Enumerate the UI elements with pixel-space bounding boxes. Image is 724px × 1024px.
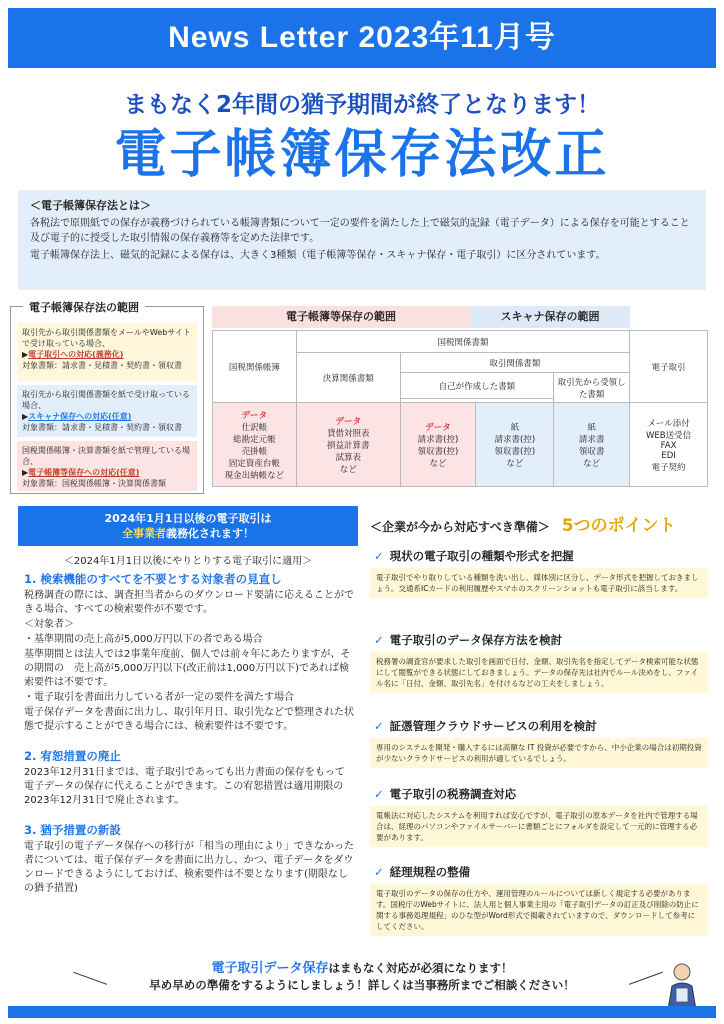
- point-body: 専用のシステムを開発・購入するには高額な IT 投資が必要ですから、中小企業の場合は初期投資が少ないクラウドサービスの利用が適しているでしょう。: [370, 738, 708, 768]
- cell-kokuzei-books: 国税関係帳簿: [213, 331, 297, 403]
- arrow-icon: ▶: [22, 350, 29, 359]
- arrow-icon: ▶: [22, 468, 29, 477]
- data-label: データ: [241, 410, 268, 421]
- scope-box: [10, 301, 204, 494]
- point-body: 電子取引でやり取りしている種類を洗い出し、媒体別に区分し、データ形式を把握しておきましょう。交通系ICカードの利用履歴やスマホのスクリーンショットも電子取引に該当します。: [370, 568, 708, 598]
- scope-item-docs: 対象書類：請求書・見積書・契約書・領収書: [22, 361, 182, 370]
- mandatory-banner-line1: 2024年1月1日以後の電子取引は: [104, 512, 272, 525]
- scope-item-scanner: [17, 385, 197, 437]
- cell-received-paper: 紙 請求書 領収書 など: [554, 403, 630, 487]
- point-title: 現状の電子取引の種類や形式を把握: [389, 549, 574, 563]
- bottom-line-1: はまもなく対応が必須になります！: [328, 961, 513, 975]
- intro-paragraph-2: 電子帳簿保存法上、磁気的記録による保存は、大きく3種類（電子帳簿等保存・スキャナ保存・電子取引）に区分されています。: [30, 250, 606, 261]
- point-body: 電帳法に対応したシステムを利用すれば安心ですが、電子取引の原本データを社内で管理する場合は、経理のパソコンやファイルサーバーに書類ごとにフォルダを設定して一元的に管理する必要があります。: [370, 806, 708, 847]
- point-title: 経理規程の整備: [389, 865, 471, 879]
- check-icon: ✓: [374, 633, 384, 647]
- point-1: [370, 548, 708, 598]
- bottom-highlight: 電子取引データ保存: [211, 961, 329, 976]
- bottom-message: [90, 960, 634, 993]
- person-illustration-icon: [662, 962, 702, 1012]
- scope-item-books: [17, 441, 197, 491]
- points-header: [370, 511, 710, 536]
- section-1-bullet-1: ・基準期間の売上高が5,000万円以下の者である場合: [24, 634, 263, 645]
- cell-books-data: [213, 403, 297, 487]
- intro-box: [18, 190, 706, 290]
- cell-kessan: 決算関係書類: [296, 353, 400, 403]
- point-body: 電子取引のデータの保存の仕方や、運用管理のルールについては新しく規定する必要があります。国税庁のWebサイトに、法人用と個人事業主用の「電子取引データの訂正及び削除の防止に関する事務処理規程」のひな型がWord形式で掲載されていますので、ダウンロードして参考にしてください。: [370, 884, 708, 936]
- scope-title: 電子帳簿保存法の範囲: [23, 299, 145, 315]
- intro-paragraph-1: 各税法で原則紙での保存が義務づけられている帳簿書類について一定の要件を満たした上で磁気的記録（電子データ）による保存を可能とすること及び電子的に授受した取引情報の保存義務等を定めた法律です。: [30, 218, 690, 244]
- cell-self-data: [400, 403, 476, 487]
- cell-torihiki: 取引関係書類: [400, 353, 630, 373]
- point-3: [370, 718, 708, 768]
- cell-kessan-list: 貸借対照表 損益計算書 試算表 など: [326, 428, 370, 475]
- cell-denshi: 電子取引: [630, 331, 708, 403]
- newsletter-banner: News Letter 2023年11月号: [8, 8, 716, 68]
- point-2: [370, 632, 708, 693]
- check-icon: ✓: [374, 719, 384, 733]
- cell-self-paper: 紙 請求書(控) 領収書(控) など: [476, 403, 554, 487]
- scope-item-link: 電子帳簿等保存への対応(任意): [28, 468, 140, 477]
- check-icon: ✓: [374, 549, 384, 563]
- mandatory-banner-line2: 義務化されます！: [166, 527, 254, 540]
- cell-kokuzei-docs: 国税関係書類: [296, 331, 629, 353]
- apply-note: ＜2024年1月1日以後にやりとりする電子取引に適用＞: [63, 556, 313, 567]
- arrow-icon: ▶: [22, 412, 29, 421]
- cell-books-list: 仕訳帳 総勘定元帳 売掛帳 固定資産台帳 現金出納帳など: [224, 422, 285, 481]
- decor-slash-right: ／: [625, 958, 666, 1001]
- section-1-p1: 税務調査の際には、調査担当者からのダウンロード要請に応えることができる場合、すべての検索要件が不要です。: [24, 590, 354, 615]
- check-icon: ✓: [374, 865, 384, 879]
- cell-denshi-list: メール添付 WEB送受信 FAX EDI 電子契約: [630, 403, 708, 487]
- category-head-scanner: スキャナ保存の範囲: [470, 306, 630, 328]
- section-2-title: 2. 宥恕措置の廃止: [24, 749, 121, 763]
- section-1-p3: 電子保存データを書面に出力し、取引年月日、取引先などで整理された状態で提示することができる場合には、検索要件は不要です。: [24, 707, 354, 732]
- section-3-title: 3. 猶予措置の新設: [24, 823, 121, 837]
- point-4: [370, 786, 708, 847]
- point-title: 電子取引のデータ保存方法を検討: [389, 633, 563, 647]
- scope-item-text: 国税関係帳簿・決算書類を紙で管理している場合、: [22, 446, 190, 466]
- point-title: 電子取引の税務調査対応: [389, 787, 517, 801]
- scope-item-docs: 対象書類：国税関係帳簿・決算関係書類: [22, 479, 166, 488]
- section-2-p: 2023年12月31日までは、電子取引であっても出力書面の保存をもって電子データの保存に代えることができます。この宥恕措置は適用期限の2023年12月31日で廃止されます。: [24, 767, 345, 806]
- data-label: データ: [425, 422, 451, 433]
- intro-heading: ＜電子帳簿保存法とは＞: [30, 199, 151, 212]
- footer-bar: [8, 1006, 716, 1018]
- five-points: 5つのポイント: [561, 516, 676, 536]
- category-head-books: 電子帳簿等保存の範囲: [212, 306, 470, 328]
- category-table: [212, 330, 708, 487]
- scope-item-docs: 対象書類：請求書・見積書・契約書・領収書: [22, 423, 182, 432]
- mandatory-highlight: 全事業者: [122, 527, 166, 540]
- cell-kessan-data: [296, 403, 400, 487]
- section-1-title: 1. 検索機能のすべてを不要とする対象者の見直し: [24, 572, 282, 586]
- cell-self-made: 自己が作成した書類: [400, 373, 554, 399]
- scope-item-text: 取引先から取引関係書類をメールやWebサイトで受け取っている場合、: [22, 328, 191, 348]
- scope-item-text: 取引先から取引関係書類を紙で受け取っている場合、: [22, 390, 190, 410]
- cell-received: 取引先から受領した書類: [554, 373, 630, 403]
- section-1-p2: 基準期間とは法人では2事業年度前、個人では前々年にあたりますが、その期間の 売上高が5,000万円以下(改正前は1,000万円以下)であれば検索要件は不要です。: [24, 649, 351, 688]
- section-3-p: 電子取引の電子データ保存への移行が「相当の理由により」できなかった者については、電子保存データを書面に出力し、かつ、電子データをダウンロードできるようにしておけば、検索要件は不要となります(期限なしの猶予措置): [24, 841, 354, 894]
- section-1-bullet-2: ・電子取引を書面出力している者が一定の要件を満たす場合: [24, 692, 294, 703]
- left-column: [24, 570, 354, 897]
- point-body: 税務署の調査官が要求した取引を画面で日付、金額、取引先名を指定してデータ検索可能な状態にして閲覧ができる状態にしておきましょう。データの保存先は社内でルール決めをし、ファイル名に「日付、金額、取引先名」を付けるなどの工夫をしましょう。: [370, 652, 708, 693]
- mandatory-banner: [18, 506, 358, 546]
- main-title: 電子帳簿保存法改正: [114, 125, 610, 185]
- point-5: [370, 864, 708, 936]
- bottom-line-2: 早め早めの準備をするようにしましょう！詳しくは当事務所までご相談ください！: [149, 978, 575, 992]
- check-icon: ✓: [374, 787, 384, 801]
- cell-self-data-list: 請求書(控) 領収書(控) など: [417, 434, 459, 469]
- decor-slash-left: ＼: [70, 958, 111, 1001]
- section-1-target: ＜対象者＞: [24, 619, 74, 630]
- data-label: データ: [335, 416, 361, 427]
- points-title: ＜企業が今から対応すべき準備＞: [370, 520, 550, 534]
- scope-item-link: スキャナ保存への対応(任意): [28, 412, 132, 421]
- scope-item-denshi: [17, 323, 197, 381]
- subtitle: まもなく2年間の猶予期間が終了となります！: [123, 92, 600, 118]
- scope-item-link: 電子取引への対応(義務化): [28, 350, 124, 359]
- point-title: 証憑管理クラウドサービスの利用を検討: [389, 719, 597, 733]
